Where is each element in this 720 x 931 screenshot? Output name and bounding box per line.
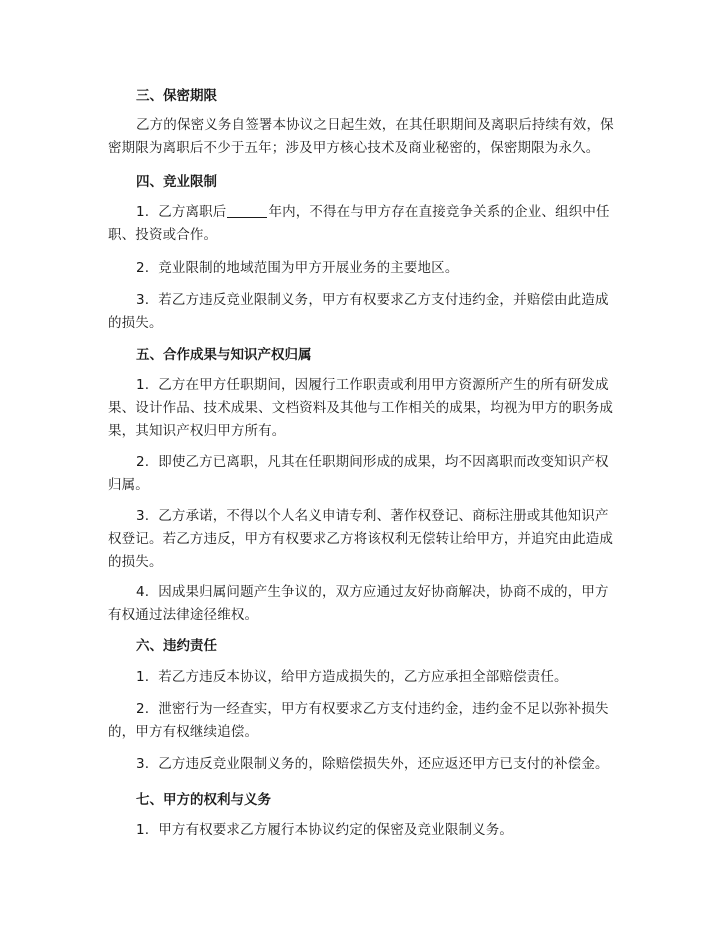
section-heading-non-compete: 四、竞业限制	[136, 174, 217, 190]
item-text: 泄密行为一经查实，甲方有权要求乙方支付违约金，违约金不足以弥补损失的，甲方有权继续追偿。	[108, 701, 609, 740]
item-text: 年内，不得在与甲方存在直接竞争关系的企业、组织中任职、投资或合作。	[108, 204, 610, 243]
item-text: 因成果归属问题产生争议的，双方应通过友好协商解决，协商不成的，甲方有权通过法律途径维权。	[108, 584, 609, 623]
paragraph-text: 乙方的保密义务自签署本协议之日起生效，在其任职期间及离职后持续有效，保密期限为离职后不少于五年；涉及甲方核心技术及商业秘密的，保密期限为永久。	[108, 117, 614, 156]
item-number: 2.	[136, 454, 150, 470]
item-number: 1.	[136, 669, 150, 685]
list-item	[108, 698, 620, 744]
list-item	[108, 451, 620, 497]
item-number: 1.	[136, 204, 150, 220]
list-item	[108, 505, 620, 574]
list-item	[108, 289, 620, 335]
item-number: 1.	[136, 377, 150, 393]
item-text: 若乙方违反本协议，给甲方造成损失的，乙方应承担全部赔偿责任。	[158, 669, 568, 685]
item-text: 乙方离职后	[158, 204, 227, 220]
item-text: 乙方违反竞业限制义务的，除赔偿损失外，还应返还甲方已支付的补偿金。	[158, 756, 609, 772]
list-item	[108, 753, 620, 776]
item-text: 即使乙方已离职，凡其在任职期间形成的成果，均不因离职而改变知识产权归属。	[108, 454, 609, 493]
section-heading-ip-ownership: 五、合作成果与知识产权归属	[136, 347, 312, 363]
item-number: 1.	[136, 822, 150, 838]
fill-in-blank[interactable]	[227, 203, 267, 218]
item-text: 乙方在甲方任职期间，因履行工作职责或利用甲方资源所产生的所有研发成果、设计作品、技术成果、文档资料及其他与工作相关的成果，均视为甲方的职务成果，其知识产权归甲方所有。	[108, 377, 614, 439]
item-text: 竞业限制的地域范围为甲方开展业务的主要地区。	[158, 260, 459, 276]
item-number: 3.	[136, 508, 150, 524]
item-text: 甲方有权要求乙方履行本协议约定的保密及竞业限制义务。	[158, 822, 514, 838]
list-item	[108, 581, 620, 627]
list-item	[108, 374, 620, 443]
list-item	[108, 819, 620, 842]
paragraph	[108, 114, 620, 160]
item-text: 乙方承诺，不得以个人名义申请专利、著作权登记、商标注册或其他知识产权登记。若乙方违反，甲方有权要求乙方将该权利无偿转让给甲方，并追究由此造成的损失。	[108, 508, 614, 570]
item-number: 3.	[136, 292, 150, 308]
section-heading-party-a-rights: 七、甲方的权利与义务	[136, 792, 271, 808]
item-number: 2.	[136, 701, 150, 717]
item-text: 若乙方违反竞业限制义务，甲方有权要求乙方支付违约金，并赔偿由此造成的损失。	[108, 292, 609, 331]
list-item	[108, 257, 620, 280]
item-number: 2.	[136, 260, 150, 276]
list-item	[108, 666, 620, 689]
item-number: 3.	[136, 756, 150, 772]
section-heading-confidentiality-term: 三、保密期限	[136, 88, 217, 104]
item-number: 4.	[136, 584, 150, 600]
list-item	[108, 201, 620, 247]
section-heading-liability: 六、违约责任	[136, 638, 217, 654]
